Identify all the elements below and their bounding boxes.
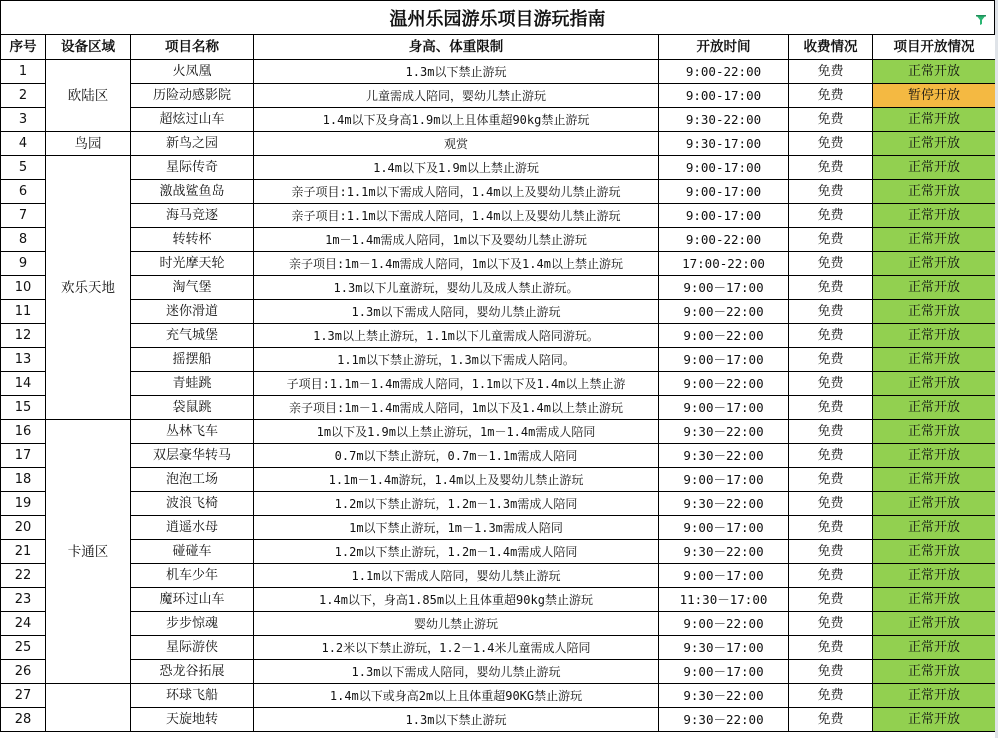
region-cell[interactable]: 欧陆区 bbox=[46, 60, 131, 132]
restriction-cell[interactable]: 1.3m以下儿童游玩，婴幼儿及成人禁止游玩。 bbox=[254, 276, 659, 300]
status-cell[interactable]: 正常开放 bbox=[873, 660, 996, 684]
open-time-cell[interactable]: 9:00－22:00 bbox=[659, 612, 789, 636]
table-row bbox=[1, 228, 996, 252]
row-number-cell[interactable]: 17 bbox=[1, 444, 46, 468]
region-cell[interactable]: 欢乐天地 bbox=[46, 156, 131, 420]
status-cell[interactable]: 正常开放 bbox=[873, 444, 996, 468]
row-number-cell[interactable]: 25 bbox=[1, 636, 46, 660]
open-time-cell[interactable]: 9:30－22:00 bbox=[659, 444, 789, 468]
status-cell[interactable]: 正常开放 bbox=[873, 108, 996, 132]
row-number-cell[interactable]: 20 bbox=[1, 516, 46, 540]
row-number-cell[interactable]: 23 bbox=[1, 588, 46, 612]
table-row bbox=[1, 660, 996, 684]
open-time-cell[interactable]: 9:00－17:00 bbox=[659, 468, 789, 492]
open-time-cell[interactable]: 9:30－17:00 bbox=[659, 636, 789, 660]
row-number-cell[interactable]: 1 bbox=[1, 60, 46, 84]
row-number-cell[interactable]: 27 bbox=[1, 684, 46, 708]
status-cell[interactable]: 正常开放 bbox=[873, 228, 996, 252]
region-cell[interactable]: 卡通区 bbox=[46, 420, 131, 684]
restriction-cell[interactable]: 1.1m以下禁止游玩，1.3m以下需成人陪同。 bbox=[254, 348, 659, 372]
fee-cell[interactable]: 免费 bbox=[789, 636, 873, 660]
status-cell[interactable]: 正常开放 bbox=[873, 204, 996, 228]
status-cell[interactable]: 正常开放 bbox=[873, 348, 996, 372]
row-number-cell[interactable]: 2 bbox=[1, 84, 46, 108]
open-time-cell[interactable]: 9:00－17:00 bbox=[659, 348, 789, 372]
status-cell[interactable]: 正常开放 bbox=[873, 540, 996, 564]
status-cell[interactable]: 正常开放 bbox=[873, 588, 996, 612]
fee-cell[interactable]: 免费 bbox=[789, 60, 873, 84]
header-time[interactable]: 开放时间 bbox=[659, 35, 789, 60]
header-status[interactable]: 项目开放情况 bbox=[873, 35, 996, 60]
fee-cell[interactable]: 免费 bbox=[789, 540, 873, 564]
row-number-cell[interactable]: 6 bbox=[1, 180, 46, 204]
status-cell[interactable]: 暂停开放 bbox=[873, 84, 996, 108]
fee-cell[interactable]: 免费 bbox=[789, 348, 873, 372]
restriction-cell[interactable]: 观赏 bbox=[254, 132, 659, 156]
open-time-cell[interactable]: 9:00－17:00 bbox=[659, 660, 789, 684]
row-number-cell[interactable]: 9 bbox=[1, 252, 46, 276]
open-time-cell[interactable]: 9:00-22:00 bbox=[659, 60, 789, 84]
attraction-name-cell[interactable]: 摇摆船 bbox=[131, 348, 254, 372]
restriction-cell[interactable]: 亲子项目:1m－1.4m需成人陪同，1m以下及1.4m以上禁止游玩 bbox=[254, 396, 659, 420]
row-number-cell[interactable]: 24 bbox=[1, 612, 46, 636]
fee-cell[interactable]: 免费 bbox=[789, 276, 873, 300]
open-time-cell[interactable]: 9:30－22:00 bbox=[659, 540, 789, 564]
row-number-cell[interactable]: 15 bbox=[1, 396, 46, 420]
attraction-name-cell[interactable]: 火凤凰 bbox=[131, 60, 254, 84]
open-time-cell[interactable]: 9:00－22:00 bbox=[659, 300, 789, 324]
table-row bbox=[1, 636, 996, 660]
restriction-cell[interactable]: 1.1m－1.4m游玩，1.4m以上及婴幼儿禁止游玩 bbox=[254, 468, 659, 492]
attraction-name-cell[interactable]: 时光摩天轮 bbox=[131, 252, 254, 276]
table-row bbox=[1, 276, 996, 300]
fee-cell[interactable]: 免费 bbox=[789, 444, 873, 468]
restriction-cell[interactable]: 1.2m以下禁止游玩，1.2m－1.3m需成人陪同 bbox=[254, 492, 659, 516]
attraction-name-cell[interactable]: 机车少年 bbox=[131, 564, 254, 588]
table-row bbox=[1, 612, 996, 636]
row-number-cell[interactable]: 21 bbox=[1, 540, 46, 564]
open-time-cell[interactable]: 9:00-17:00 bbox=[659, 84, 789, 108]
status-cell[interactable]: 正常开放 bbox=[873, 708, 996, 732]
restriction-cell[interactable]: 0.7m以下禁止游玩，0.7m－1.1m需成人陪同 bbox=[254, 444, 659, 468]
fee-cell[interactable]: 免费 bbox=[789, 708, 873, 732]
restriction-cell[interactable]: 1.3m以下禁止游玩 bbox=[254, 708, 659, 732]
fee-cell[interactable]: 免费 bbox=[789, 204, 873, 228]
open-time-cell[interactable]: 9:00-22:00 bbox=[659, 228, 789, 252]
table-row bbox=[1, 84, 996, 108]
open-time-cell[interactable]: 9:30-17:00 bbox=[659, 132, 789, 156]
header-fee[interactable]: 收费情况 bbox=[789, 35, 873, 60]
table-row bbox=[1, 396, 996, 420]
table-row bbox=[1, 204, 996, 228]
row-number-cell[interactable]: 26 bbox=[1, 660, 46, 684]
row-number-cell[interactable]: 14 bbox=[1, 372, 46, 396]
status-cell[interactable]: 正常开放 bbox=[873, 492, 996, 516]
row-number-cell[interactable]: 7 bbox=[1, 204, 46, 228]
table-row bbox=[1, 372, 996, 396]
attraction-name-cell[interactable]: 步步惊魂 bbox=[131, 612, 254, 636]
attraction-name-cell[interactable]: 激战鲨鱼岛 bbox=[131, 180, 254, 204]
row-number-cell[interactable]: 3 bbox=[1, 108, 46, 132]
status-cell[interactable]: 正常开放 bbox=[873, 420, 996, 444]
attraction-name-cell[interactable]: 双层豪华转马 bbox=[131, 444, 254, 468]
header-no[interactable]: 序号 bbox=[1, 35, 46, 60]
status-cell[interactable]: 正常开放 bbox=[873, 132, 996, 156]
fee-cell[interactable]: 免费 bbox=[789, 84, 873, 108]
status-cell[interactable]: 正常开放 bbox=[873, 60, 996, 84]
table-row bbox=[1, 348, 996, 372]
attraction-name-cell[interactable]: 袋鼠跳 bbox=[131, 396, 254, 420]
attraction-name-cell[interactable]: 迷你滑道 bbox=[131, 300, 254, 324]
fee-cell[interactable]: 免费 bbox=[789, 252, 873, 276]
table-row bbox=[1, 132, 996, 156]
row-number-cell[interactable]: 4 bbox=[1, 132, 46, 156]
attraction-name-cell[interactable]: 淘气堡 bbox=[131, 276, 254, 300]
fee-cell[interactable]: 免费 bbox=[789, 396, 873, 420]
restriction-cell[interactable]: 亲子项目:1.1m以下需成人陪同，1.4m以上及婴幼儿禁止游玩 bbox=[254, 180, 659, 204]
restriction-cell[interactable]: 1.2m以下禁止游玩，1.2m－1.4m需成人陪同 bbox=[254, 540, 659, 564]
filter-icon[interactable] bbox=[976, 15, 986, 25]
fee-cell[interactable]: 免费 bbox=[789, 660, 873, 684]
attraction-name-cell[interactable]: 波浪飞椅 bbox=[131, 492, 254, 516]
table-row bbox=[1, 444, 996, 468]
region-cell[interactable]: 鸟园 bbox=[46, 132, 131, 156]
header-name[interactable]: 项目名称 bbox=[131, 35, 254, 60]
status-cell[interactable]: 正常开放 bbox=[873, 180, 996, 204]
attraction-name-cell[interactable]: 泡泡工场 bbox=[131, 468, 254, 492]
table-row bbox=[1, 156, 996, 180]
restriction-cell[interactable]: 1.4m以下，身高1.85m以上且体重超90kg禁止游玩 bbox=[254, 588, 659, 612]
row-number-cell[interactable]: 18 bbox=[1, 468, 46, 492]
row-number-cell[interactable]: 5 bbox=[1, 156, 46, 180]
restriction-cell[interactable]: 1.3m以下需成人陪同，婴幼儿禁止游玩 bbox=[254, 300, 659, 324]
attraction-name-cell[interactable]: 环球飞船 bbox=[131, 684, 254, 708]
fee-cell[interactable]: 免费 bbox=[789, 420, 873, 444]
restriction-cell[interactable]: 婴幼儿禁止游玩 bbox=[254, 612, 659, 636]
attraction-name-cell[interactable]: 丛林飞车 bbox=[131, 420, 254, 444]
table-row bbox=[1, 564, 996, 588]
open-time-cell[interactable]: 9:30－22:00 bbox=[659, 684, 789, 708]
restriction-cell[interactable]: 1.1m以下需成人陪同，婴幼儿禁止游玩 bbox=[254, 564, 659, 588]
restriction-cell[interactable]: 1.3m以下禁止游玩 bbox=[254, 60, 659, 84]
fee-cell[interactable]: 免费 bbox=[789, 468, 873, 492]
table-row bbox=[1, 108, 996, 132]
fee-cell[interactable]: 免费 bbox=[789, 180, 873, 204]
restriction-cell[interactable]: 1.4m以下或身高2m以上且体重超90KG禁止游玩 bbox=[254, 684, 659, 708]
restriction-cell[interactable]: 1.3m以下需成人陪同，婴幼儿禁止游玩 bbox=[254, 660, 659, 684]
status-cell[interactable]: 正常开放 bbox=[873, 612, 996, 636]
status-cell[interactable]: 正常开放 bbox=[873, 300, 996, 324]
fee-cell[interactable]: 免费 bbox=[789, 228, 873, 252]
attraction-name-cell[interactable]: 星际传奇 bbox=[131, 156, 254, 180]
fee-cell[interactable]: 免费 bbox=[789, 324, 873, 348]
status-cell[interactable]: 正常开放 bbox=[873, 636, 996, 660]
row-number-cell[interactable]: 11 bbox=[1, 300, 46, 324]
fee-cell[interactable]: 免费 bbox=[789, 108, 873, 132]
status-cell[interactable]: 正常开放 bbox=[873, 324, 996, 348]
fee-cell[interactable]: 免费 bbox=[789, 372, 873, 396]
restriction-cell[interactable]: 1m－1.4m需成人陪同，1m以下及婴幼儿禁止游玩 bbox=[254, 228, 659, 252]
open-time-cell[interactable]: 9:00－22:00 bbox=[659, 372, 789, 396]
attraction-name-cell[interactable]: 历险动感影院 bbox=[131, 84, 254, 108]
table-row bbox=[1, 300, 996, 324]
guide-table bbox=[0, 34, 996, 732]
open-time-cell[interactable]: 9:00－17:00 bbox=[659, 396, 789, 420]
open-time-cell[interactable]: 11:30－17:00 bbox=[659, 588, 789, 612]
status-cell[interactable]: 正常开放 bbox=[873, 684, 996, 708]
fee-cell[interactable]: 免费 bbox=[789, 612, 873, 636]
attraction-name-cell[interactable]: 新鸟之园 bbox=[131, 132, 254, 156]
table-row bbox=[1, 492, 996, 516]
fee-cell[interactable]: 免费 bbox=[789, 516, 873, 540]
table-row bbox=[1, 468, 996, 492]
table-row bbox=[1, 420, 996, 444]
table-row bbox=[1, 684, 996, 708]
attraction-name-cell[interactable]: 逍遥水母 bbox=[131, 516, 254, 540]
open-time-cell[interactable]: 9:30－22:00 bbox=[659, 420, 789, 444]
row-number-cell[interactable]: 16 bbox=[1, 420, 46, 444]
fee-cell[interactable]: 免费 bbox=[789, 684, 873, 708]
open-time-cell[interactable]: 9:00-17:00 bbox=[659, 204, 789, 228]
attraction-name-cell[interactable]: 碰碰车 bbox=[131, 540, 254, 564]
attraction-name-cell[interactable]: 天旋地转 bbox=[131, 708, 254, 732]
attraction-name-cell[interactable]: 海马竞逐 bbox=[131, 204, 254, 228]
fee-cell[interactable]: 免费 bbox=[789, 588, 873, 612]
row-number-cell[interactable]: 28 bbox=[1, 708, 46, 732]
header-limit[interactable]: 身高、体重限制 bbox=[254, 35, 659, 60]
open-time-cell[interactable]: 9:00-17:00 bbox=[659, 156, 789, 180]
open-time-cell[interactable]: 9:00－17:00 bbox=[659, 516, 789, 540]
fee-cell[interactable]: 免费 bbox=[789, 300, 873, 324]
row-number-cell[interactable]: 12 bbox=[1, 324, 46, 348]
restriction-cell[interactable]: 儿童需成人陪同，婴幼儿禁止游玩 bbox=[254, 84, 659, 108]
attraction-name-cell[interactable]: 充气城堡 bbox=[131, 324, 254, 348]
status-cell[interactable]: 正常开放 bbox=[873, 156, 996, 180]
open-time-cell[interactable]: 9:00-17:00 bbox=[659, 180, 789, 204]
header-region[interactable]: 设备区域 bbox=[46, 35, 131, 60]
restriction-cell[interactable]: 1.4m以下及1.9m以上禁止游玩 bbox=[254, 156, 659, 180]
status-cell[interactable]: 正常开放 bbox=[873, 516, 996, 540]
fee-cell[interactable]: 免费 bbox=[789, 492, 873, 516]
row-number-cell[interactable]: 19 bbox=[1, 492, 46, 516]
header-row bbox=[1, 35, 996, 60]
restriction-cell[interactable]: 子项目:1.1m－1.4m需成人陪同，1.1m以下及1.4m以上禁止游 bbox=[254, 372, 659, 396]
row-number-cell[interactable]: 8 bbox=[1, 228, 46, 252]
table-row bbox=[1, 324, 996, 348]
attraction-name-cell[interactable]: 恐龙谷拓展 bbox=[131, 660, 254, 684]
restriction-cell[interactable]: 1m以下及1.9m以上禁止游玩，1m－1.4m需成人陪同 bbox=[254, 420, 659, 444]
restriction-cell[interactable]: 1.2米以下禁止游玩，1.2－1.4米儿童需成人陪同 bbox=[254, 636, 659, 660]
page-title: 温州乐园游乐项目游玩指南 bbox=[389, 8, 606, 30]
restriction-cell[interactable]: 亲子项目:1.1m以下需成人陪同，1.4m以上及婴幼儿禁止游玩 bbox=[254, 204, 659, 228]
status-cell[interactable]: 正常开放 bbox=[873, 276, 996, 300]
row-number-cell[interactable]: 10 bbox=[1, 276, 46, 300]
attraction-name-cell[interactable]: 魔环过山车 bbox=[131, 588, 254, 612]
open-time-cell[interactable]: 9:30-22:00 bbox=[659, 108, 789, 132]
table-row bbox=[1, 180, 996, 204]
attraction-name-cell[interactable]: 转转杯 bbox=[131, 228, 254, 252]
open-time-cell[interactable]: 9:00－17:00 bbox=[659, 564, 789, 588]
open-time-cell[interactable]: 9:30－22:00 bbox=[659, 492, 789, 516]
restriction-cell[interactable]: 1m以下禁止游玩，1m－1.3m需成人陪同 bbox=[254, 516, 659, 540]
restriction-cell[interactable]: 1.3m以上禁止游玩，1.1m以下儿童需成人陪同游玩。 bbox=[254, 324, 659, 348]
row-number-cell[interactable]: 22 bbox=[1, 564, 46, 588]
title-cell[interactable] bbox=[0, 0, 995, 34]
open-time-cell[interactable]: 9:00－22:00 bbox=[659, 324, 789, 348]
open-time-cell[interactable]: 9:00－17:00 bbox=[659, 276, 789, 300]
row-number-cell[interactable]: 13 bbox=[1, 348, 46, 372]
restriction-cell[interactable]: 1.4m以下及身高1.9m以上且体重超90kg禁止游玩 bbox=[254, 108, 659, 132]
attraction-name-cell[interactable]: 超炫过山车 bbox=[131, 108, 254, 132]
table-row bbox=[1, 516, 996, 540]
table-row bbox=[1, 252, 996, 276]
table-row bbox=[1, 588, 996, 612]
open-time-cell[interactable]: 9:30－22:00 bbox=[659, 708, 789, 732]
fee-cell[interactable]: 免费 bbox=[789, 156, 873, 180]
table-row bbox=[1, 540, 996, 564]
table-row bbox=[1, 60, 996, 84]
status-cell[interactable]: 正常开放 bbox=[873, 564, 996, 588]
restriction-cell[interactable]: 亲子项目:1m－1.4m需成人陪同，1m以下及1.4m以上禁止游玩 bbox=[254, 252, 659, 276]
status-cell[interactable]: 正常开放 bbox=[873, 396, 996, 420]
status-cell[interactable]: 正常开放 bbox=[873, 468, 996, 492]
status-cell[interactable]: 正常开放 bbox=[873, 252, 996, 276]
fee-cell[interactable]: 免费 bbox=[789, 564, 873, 588]
table-row bbox=[1, 708, 996, 732]
status-cell[interactable]: 正常开放 bbox=[873, 372, 996, 396]
attraction-name-cell[interactable]: 青蛙跳 bbox=[131, 372, 254, 396]
fee-cell[interactable]: 免费 bbox=[789, 132, 873, 156]
attraction-name-cell[interactable]: 星际游侠 bbox=[131, 636, 254, 660]
region-cell[interactable] bbox=[46, 684, 131, 732]
open-time-cell[interactable]: 17:00-22:00 bbox=[659, 252, 789, 276]
